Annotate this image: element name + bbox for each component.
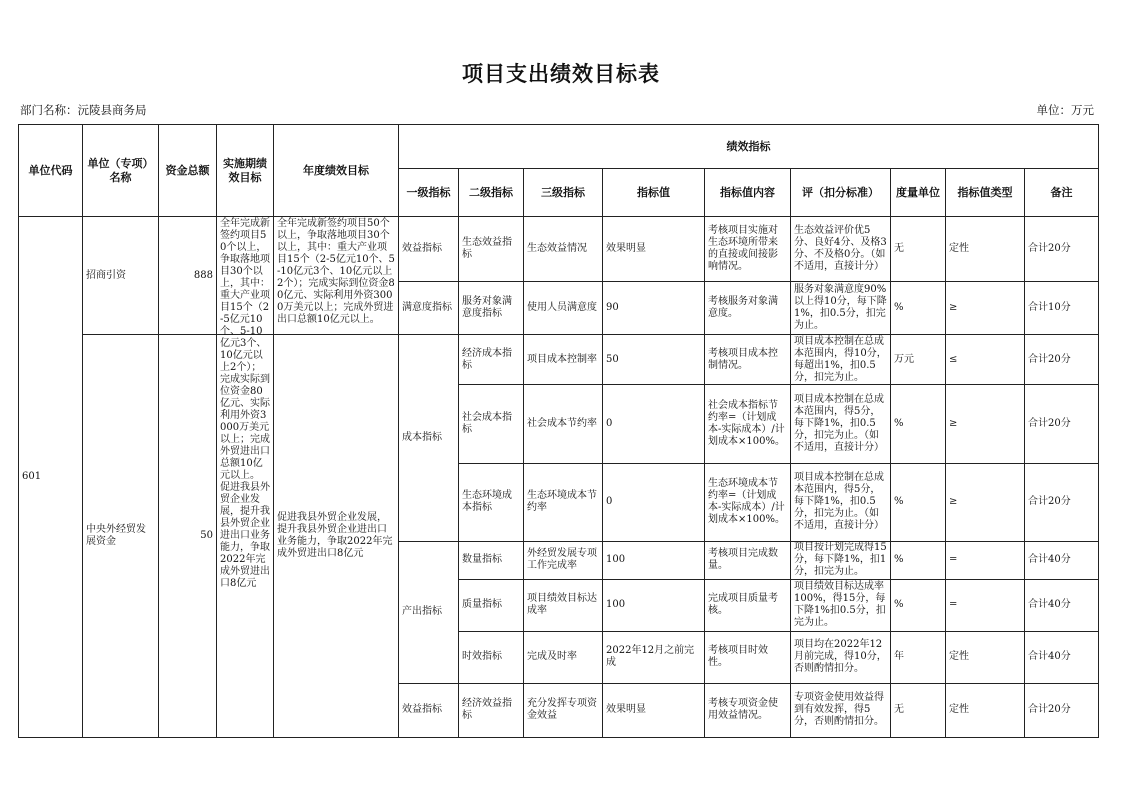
remark-cell: 合计20分 <box>1025 463 1099 541</box>
level2-cell: 社会成本指标 <box>459 385 524 463</box>
remark-cell: 合计20分 <box>1025 217 1099 282</box>
department-name: 部门名称：沅陵县商务局 <box>20 103 147 117</box>
period-goal-cell <box>217 217 274 482</box>
level3-cell: 项目绩效目标达成率 <box>524 579 603 631</box>
project-name-cell: 招商引资 <box>83 217 159 335</box>
value-cell: 100 <box>603 579 705 631</box>
measure-unit-cell: 无 <box>891 217 946 282</box>
level1-cell: 产出指标 <box>399 541 459 683</box>
content-cell: 完成项目质量考核。 <box>705 579 791 631</box>
value-cell: 90 <box>603 282 705 335</box>
content-cell: 考核项目时效性。 <box>705 631 791 683</box>
score-cell: 项目成本控制在总成本范围内，得10分，每超出1%，扣0.5分，扣完为止。 <box>791 335 891 385</box>
score-cell: 项目均在2022年12月前完成，得10分，否则酌情扣分。 <box>791 631 891 683</box>
level2-cell: 质量指标 <box>459 579 524 631</box>
score-cell: 项目绩效目标达成率100%，得15分，每下降1%扣0.5分，扣完为止。 <box>791 579 891 631</box>
score-cell: 专项资金使用效益得到有效发挥，得5分，否则酌情扣分。 <box>791 683 891 737</box>
value-type-cell: 定性 <box>946 217 1025 282</box>
score-cell: 项目成本控制在总成本范围内，得5分，每下降1%，扣0.5分，扣完为止。（如不适用，直接计分） <box>791 463 891 541</box>
header-total-funds: 资金总额 <box>159 125 217 217</box>
score-cell: 项目成本控制在总成本范围内，得5分，每下降1%，扣0.5分，扣完为止。（如不适用，直接计分） <box>791 385 891 463</box>
header-period-goal: 实施期绩效目标 <box>217 125 274 217</box>
remark-cell: 合计40分 <box>1025 579 1099 631</box>
level3-cell: 使用人员满意度 <box>524 282 603 335</box>
level2-cell: 生态环境成本指标 <box>459 463 524 541</box>
value-cell: 效果明显 <box>603 217 705 282</box>
value-type-cell: ≥ <box>946 463 1025 541</box>
header-annual-goal: 年度绩效目标 <box>274 125 399 217</box>
level3-cell: 社会成本节约率 <box>524 385 603 463</box>
value-type-cell: ≥ <box>946 385 1025 463</box>
level3-cell: 生态环境成本节约率 <box>524 463 603 541</box>
level3-cell: 充分发挥专项资金效益 <box>524 683 603 737</box>
performance-table <box>18 124 1099 738</box>
header-level1: 一级指标 <box>399 169 459 217</box>
measure-unit-cell: % <box>891 541 946 579</box>
header-row-1 <box>19 125 1099 169</box>
level1-cell: 满意度指标 <box>399 282 459 335</box>
header-level2: 二级指标 <box>459 169 524 217</box>
annual-goal-cell: 促进我县外贸企业发展，提升我县外贸企业进出口业务能力，争取2022年完成外贸进出口8亿元 <box>274 335 399 738</box>
header-unit-code: 单位代码 <box>19 125 83 217</box>
score-cell: 服务对象满意度90%以上得10分，每下降1%，扣0.5分，扣完为止。 <box>791 282 891 335</box>
level2-cell: 经济效益指标 <box>459 683 524 737</box>
header-unit-name: 单位（专项）名称 <box>83 125 159 217</box>
level3-cell: 外经贸发展专项工作完成率 <box>524 541 603 579</box>
page-title: 项目支出绩效目标表 <box>462 62 660 86</box>
level1-cell: 效益指标 <box>399 683 459 737</box>
project-funds-cell: 888 <box>159 217 217 335</box>
header-level3: 三级指标 <box>524 169 603 217</box>
value-type-cell: = <box>946 541 1025 579</box>
level3-cell: 生态效益情况 <box>524 217 603 282</box>
value-type-cell: ≥ <box>946 282 1025 335</box>
level2-cell: 服务对象满意度指标 <box>459 282 524 335</box>
remark-cell: 合计20分 <box>1025 335 1099 385</box>
project-funds-cell: 50 <box>159 335 217 738</box>
header-scoring: 评（扣分标准） <box>791 169 891 217</box>
table-row <box>19 217 1099 282</box>
value-type-cell: = <box>946 579 1025 631</box>
content-cell: 考核项目完成数量。 <box>705 541 791 579</box>
measure-unit-cell: % <box>891 463 946 541</box>
header-remark: 备注 <box>1025 169 1099 217</box>
table-row <box>19 335 1099 385</box>
level2-cell: 生态效益指标 <box>459 217 524 282</box>
header-value-content: 指标值内容 <box>705 169 791 217</box>
level1-cell: 成本指标 <box>399 335 459 541</box>
content-cell: 考核项目实施对生态环境所带来的直接或间接影响情况。 <box>705 217 791 282</box>
level1-cell: 效益指标 <box>399 217 459 282</box>
content-cell: 社会成本指标节约率=（计划成本-实际成本）/计划成本×100%。 <box>705 385 791 463</box>
header-perf-indicators: 绩效指标 <box>399 125 1099 169</box>
level2-cell: 时效指标 <box>459 631 524 683</box>
measure-unit-cell: % <box>891 579 946 631</box>
measure-unit-cell: 年 <box>891 631 946 683</box>
level2-cell: 数量指标 <box>459 541 524 579</box>
period-goal-cell: 促进我县外贸企业发展，提升我县外贸企业进出口业务能力，争取2022年完成外贸进出口8亿元 <box>217 335 274 738</box>
content-cell: 考核专项资金使用效益情况。 <box>705 683 791 737</box>
score-cell: 项目按计划完成得15分，每下降1%，扣1分，扣完为止。 <box>791 541 891 579</box>
value-type-cell: 定性 <box>946 631 1025 683</box>
header-measure-unit: 度量单位 <box>891 169 946 217</box>
value-type-cell: 定性 <box>946 683 1025 737</box>
annual-goal-text: 全年完成新签约项目50个以上，争取落地项目30个以上，其中：重大产业项目15个（2-5亿元10个、5-10亿元3个、10亿元以上2个）；完成实际到位资金80亿元、实际利用外资3000万美元以上；完成外贸进出口总额10亿元以上。 <box>277 218 395 326</box>
measure-unit-cell: 万元 <box>891 335 946 385</box>
measure-unit-cell: % <box>891 282 946 335</box>
remark-cell: 合计20分 <box>1025 385 1099 463</box>
currency-unit: 单位：万元 <box>1036 103 1094 117</box>
value-cell: 效果明显 <box>603 683 705 737</box>
project-name-cell: 中央外经贸发展资金 <box>83 335 159 738</box>
header-value: 指标值 <box>603 169 705 217</box>
value-cell: 0 <box>603 385 705 463</box>
header-value-type: 指标值类型 <box>946 169 1025 217</box>
level2-cell: 经济成本指标 <box>459 335 524 385</box>
value-cell: 0 <box>603 463 705 541</box>
measure-unit-cell: 无 <box>891 683 946 737</box>
score-cell: 生态效益评价优5分、良好4分、及格3分、不及格0分。（如不适用，直接计分） <box>791 217 891 282</box>
annual-goal-cell <box>274 217 399 335</box>
unit-code-cell: 601 <box>19 217 83 738</box>
content-cell: 考核服务对象满意度。 <box>705 282 791 335</box>
remark-cell: 合计20分 <box>1025 683 1099 737</box>
remark-cell: 合计10分 <box>1025 282 1099 335</box>
period-goal-text: 全年完成新签约项目50个以上，争取落地项目30个以上，其中：重大产业项目15个（2-5亿元10个、5-10亿元3个、10亿元以上2个）；完成实际到位资金80亿元、实际利用外资3000万美元以上；完成外贸进出口总额10亿元以上。 <box>220 218 270 482</box>
level3-cell: 项目成本控制率 <box>524 335 603 385</box>
remark-cell: 合计40分 <box>1025 631 1099 683</box>
content-cell: 生态环境成本节约率=（计划成本-实际成本）/计划成本×100%。 <box>705 463 791 541</box>
value-cell: 50 <box>603 335 705 385</box>
remark-cell: 合计40分 <box>1025 541 1099 579</box>
value-cell: 100 <box>603 541 705 579</box>
level3-cell: 完成及时率 <box>524 631 603 683</box>
measure-unit-cell: % <box>891 385 946 463</box>
content-cell: 考核项目成本控制情况。 <box>705 335 791 385</box>
value-cell: 2022年12月之前完成 <box>603 631 705 683</box>
value-type-cell: ≤ <box>946 335 1025 385</box>
